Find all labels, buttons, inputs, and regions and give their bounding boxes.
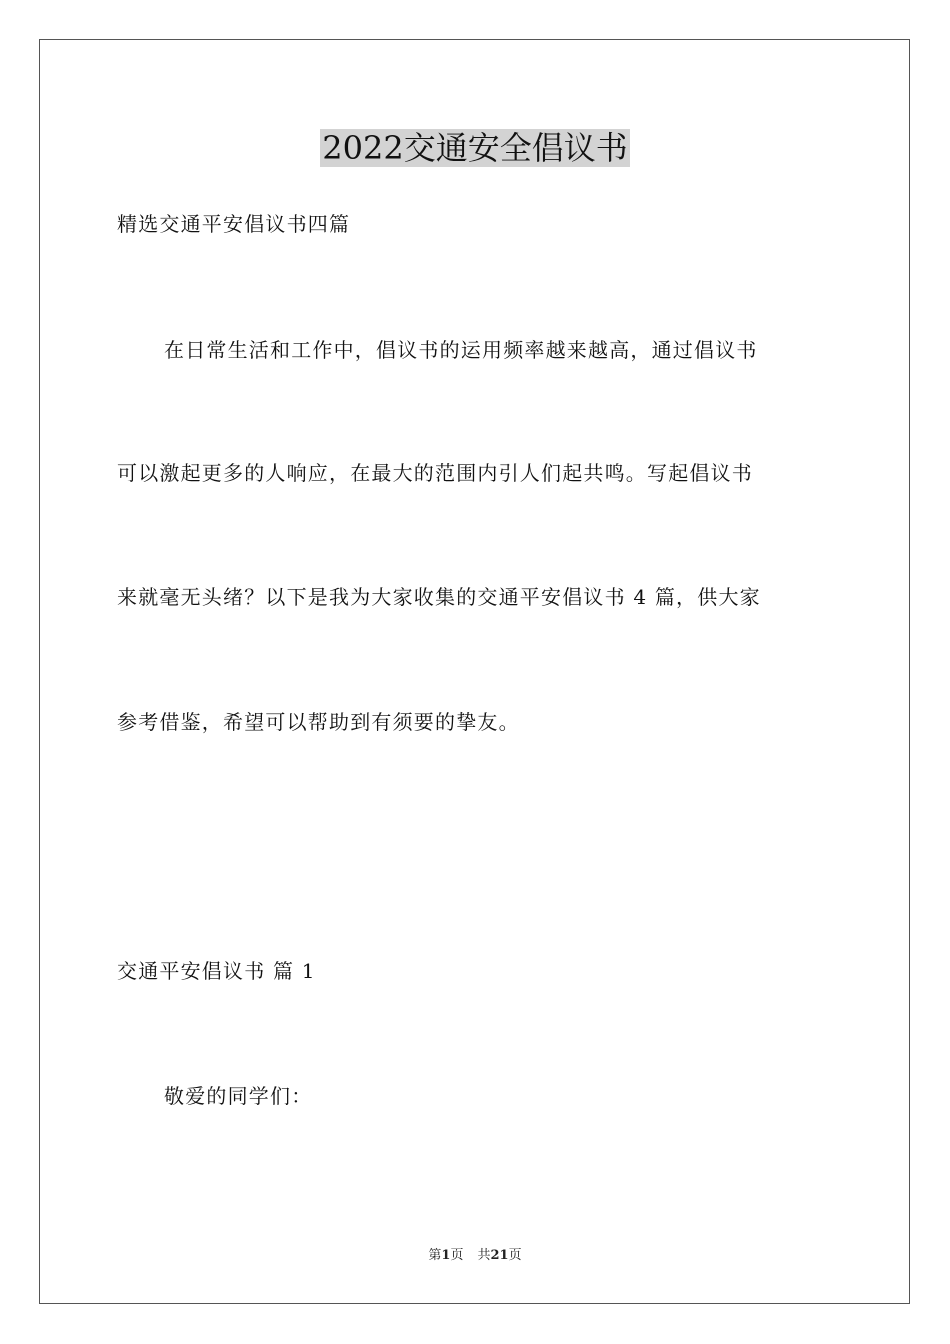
- footer-total-prefix: 共: [477, 1248, 491, 1263]
- section-heading: 交通平安倡议书 篇 1: [117, 959, 316, 983]
- intro-line-3: 来就毫无头绪？以下是我为大家收集的交通平安倡议书 4 篇，供大家: [117, 585, 761, 609]
- intro-line-4: 参考借鉴，希望可以帮助到有须要的挚友。: [117, 710, 520, 734]
- document-subtitle: 精选交通平安倡议书四篇: [117, 212, 351, 236]
- footer-page-number: 1: [441, 1248, 451, 1263]
- page-footer: [0, 1247, 950, 1265]
- document-title: [0, 128, 950, 168]
- footer-page-suffix: 页: [450, 1248, 464, 1263]
- document-title-text: 2022交通安全倡议书: [322, 129, 628, 167]
- intro-line-2: 可以激起更多的人响应，在最大的范围内引人们起共鸣。写起倡议书: [117, 461, 753, 485]
- intro-line-1: 在日常生活和工作中，倡议书的运用频率越来越高，通过倡议书: [164, 338, 758, 362]
- footer-total-pages: 21: [490, 1248, 509, 1263]
- footer-page-prefix: 第: [428, 1248, 442, 1263]
- salutation: 敬爱的同学们：: [164, 1084, 313, 1108]
- footer-total-suffix: 页: [508, 1248, 522, 1263]
